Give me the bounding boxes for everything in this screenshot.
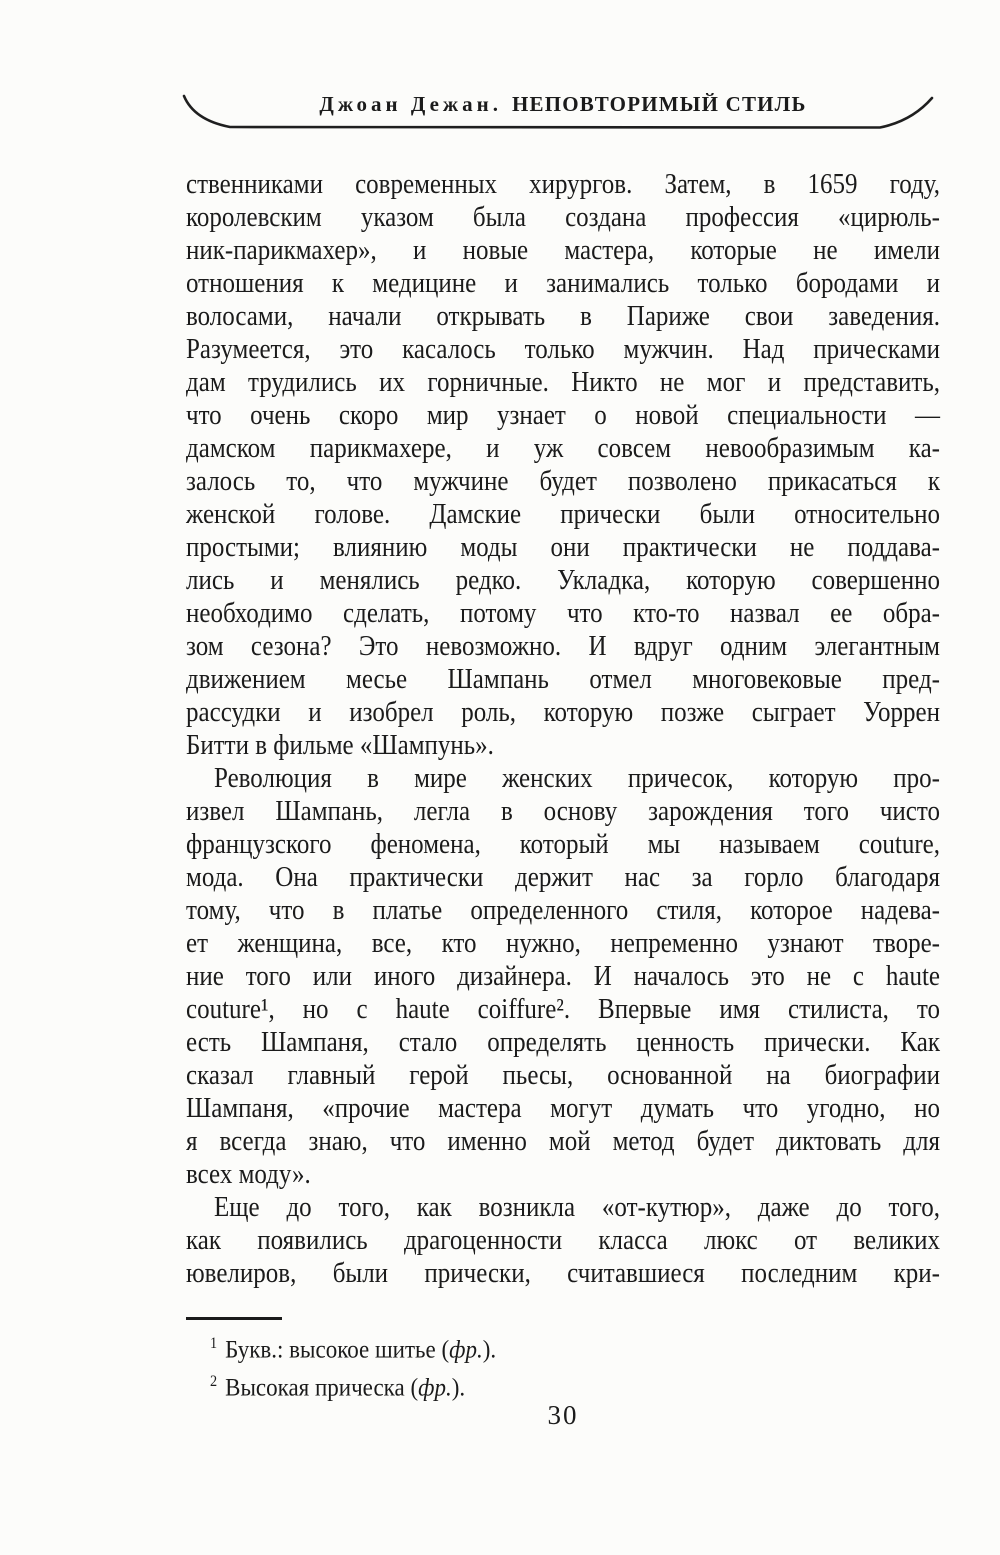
text-line: Революция в мире женских причесок, которую про- — [214, 763, 940, 794]
footnote-marker: 2 — [210, 1372, 218, 1391]
footnote: $^1$ Букв.: высокое шитье (фр.). — [210, 1334, 497, 1364]
header-rule-ornament — [0, 0, 1000, 160]
text-line: я всегда знаю, что именно мой метод будет диктовать для — [186, 1126, 940, 1157]
text-line: извел Шампань, легла в основу зарождения того чисто — [186, 796, 940, 827]
text-line: ювелиров, были прически, считавшиеся последним кри- — [186, 1258, 940, 1289]
text-line: Разумеется, это касалось только мужчин. Над прическами — [186, 334, 940, 365]
text-line: couture¹, но с haute coiffure². Впервые имя стилиста, то — [186, 994, 940, 1025]
text-line: есть Шампаня, стало определять ценность прически. Как — [186, 1027, 940, 1058]
text-line: залось то, что мужчине будет позволено прикасаться к — [186, 466, 940, 497]
text-line: отношения к медицине и занимались только бородами и — [186, 268, 940, 299]
running-header-title: НЕПОВТОРИМЫЙ СТИЛЬ — [511, 92, 807, 116]
text-line: мода. Она практически держит нас за горло благодаря — [186, 862, 940, 893]
text-line: ник-парикмахер», и новые мастера, которые не имели — [186, 235, 940, 266]
footnote-rule — [186, 1317, 282, 1320]
text-line: сказал главный герой пьесы, основанной на биографии — [186, 1060, 940, 1091]
text-line: Битти в фильме «Шампунь». — [186, 730, 494, 761]
running-header-author: Джоан Дежан. — [319, 92, 502, 116]
text-line: тому, что в платье определенного стиля, которое надева- — [186, 895, 940, 926]
text-line: зом сезона? Это невозможно. И вдруг одним элегантным — [186, 631, 940, 662]
footnotes — [186, 1328, 940, 1403]
footnote-marker: 1 — [210, 1334, 218, 1353]
page-text — [186, 168, 940, 1290]
text-line: движением месье Шампань отмел многовековые пред- — [186, 664, 940, 695]
text-line: лись и менялись редко. Укладка, которую совершенно — [186, 565, 940, 596]
text-line: Шампаня, «прочие мастера могут думать что угодно, но — [186, 1093, 940, 1124]
text-line: королевским указом была создана профессия «цирюль- — [186, 202, 940, 233]
text-line: ственниками современных хирургов. Затем, в 1659 году, — [186, 169, 940, 200]
text-line: рассудки и изобрел роль, которую позже сыграет Уоррен — [186, 697, 940, 728]
text-line: женской голове. Дамские прически были относительно — [186, 499, 940, 530]
text-line: ет женщина, все, кто нужно, непременно узнают творе- — [186, 928, 940, 959]
text-line: французского феномена, который мы называем couture, — [186, 829, 940, 860]
running-header — [186, 92, 940, 117]
text-line: дамском парикмахере, и уж совсем невообразимым ка- — [186, 433, 940, 464]
text-line: как появились драгоценности класса люкс от великих — [186, 1225, 940, 1256]
text-line: Еще до того, как возникла «от-кутюр», даже до того, — [214, 1192, 940, 1223]
text-line: что очень скоро мир узнает о новой специальности — — [186, 400, 940, 431]
text-line: дам трудились их горничные. Никто не мог и представить, — [186, 367, 940, 398]
footnote: $^2$ Высокая прическа (фр.). — [210, 1372, 466, 1401]
text-line: необходимо сделать, потому что кто-то назвал ее обра- — [186, 598, 940, 629]
text-line: ние того или иного дизайнера. И началось это не с haute — [186, 961, 940, 992]
text-line: всех моду». — [186, 1159, 311, 1190]
text-line: волосами, начали открывать в Париже свои заведения. — [186, 301, 940, 332]
page-number: 30 — [547, 1400, 579, 1430]
text-line: простыми; влиянию моды они практически не поддава- — [186, 532, 940, 563]
